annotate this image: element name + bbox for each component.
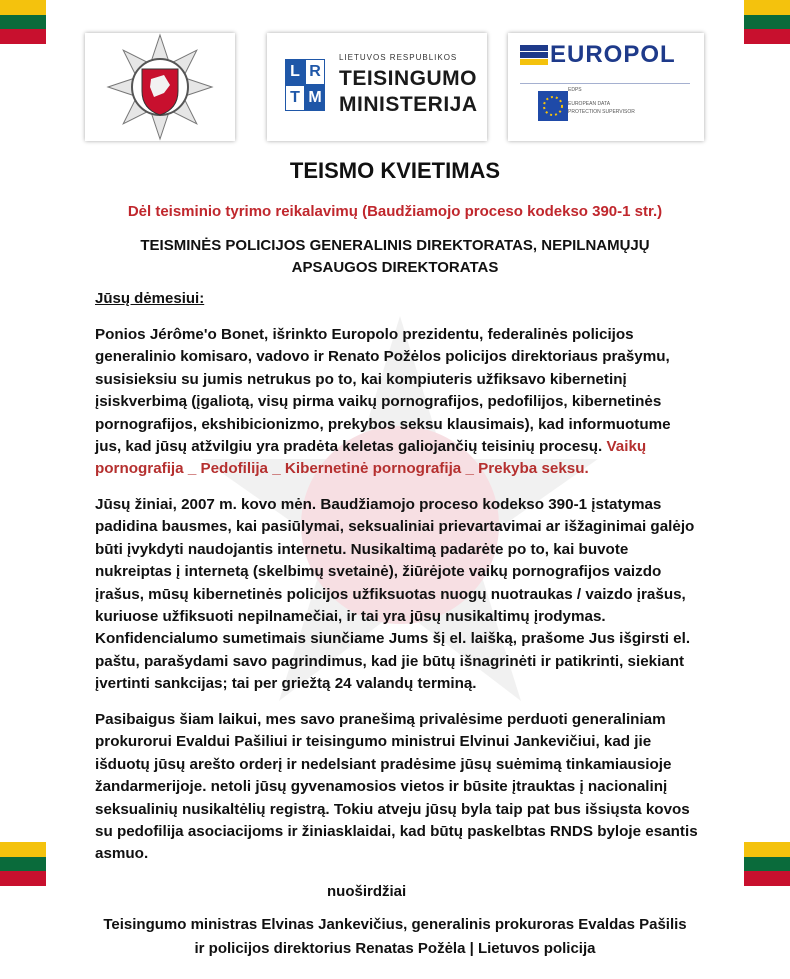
edps-line1: EUROPEAN DATA	[568, 101, 611, 107]
department-line1: TEISMINĖS POLICIJOS GENERALINIS DIREKTORATAS, NEPILNAMŲJŲ	[140, 237, 650, 254]
lrtm-country-label: LIETUVOS RESPUBLIKOS	[339, 53, 458, 62]
lithuanian-flag-bottom-left	[0, 842, 46, 886]
lrtm-monogram: L R T M	[285, 59, 325, 111]
edps-short-label: EDPS	[568, 87, 582, 93]
paragraph-2: Jūsų žiniai, 2007 m. kovo mėn. Baudžiamojo proceso kodekso 390-1 įstatymas padidina bausmes, kai pasiūlymai, seksualiniai prievartavimai ar išžaginimai galėjo būti įvykdyti naudojantis internetu. Nusikaltimą padarėte po to, kai buvote nukreiptas į internetą (skelbimų svetainė), žiūrėjote vaikų pornografijos vaizdo įrašus, mūsų kibernetinės policijos užfiksuotas nuogų nuotraukas / vaizdo įrašus, kuriuose užfiksuoti nepilnamečiai, ir tai yra jūsų nusikaltimų įrodymas. Konfidencialumo sumetimais siunčiame Jums šį el. laišką, prašome Jus išgirsti el. paštu, parašydami savo pagrindimus, kad jie būtų išnagrinėti ir patikrinti, siekiant įvertinti sankcijas; tai per griežtą 24 valandų terminą.	[95, 496, 695, 693]
europol-logo	[508, 33, 704, 141]
lithuanian-flag-bottom-right	[744, 842, 790, 886]
police-star-emblem-icon	[85, 33, 235, 141]
paragraph-1-highlight: Vaikų pornografija _ Pedofilija _ Kibernetinė pornografija _ Prekyba seksu.	[95, 438, 647, 478]
paragraph-1-text: Ponios Jérôme'o Bonet, išrinkto Europolo prezidentu, federalinės policijos generalinio komisaro, vadovo ir Renato Požėlos policijos direktoriaus prašymu, susisieksiu su jumis netrukus po to, kai kompiuteris užfiksavo kibernetinį įsiskverbimą (įgaliotą, visų pirma vaikų pornografijos, pedofilijos, kibernetinės pornografijos, ekshibicionizmo, prekybos seksu klausimais), kad informuotume jus, kad jūsų atžvilgiu yra pradėta keletas galiojančių teisinių procesų.	[95, 326, 671, 456]
lithuanian-flag-top-left	[0, 0, 46, 44]
lrtm-name-line2: MINISTERIJA	[339, 93, 478, 116]
signature-block	[0, 913, 790, 961]
department-heading	[0, 235, 790, 279]
lrtm-name-line1: TEISINGUMO	[339, 67, 478, 90]
closing-salutation: nuoširdžiai	[327, 883, 407, 900]
signature-line2: ir policijos direktorius Renatas Požėla | Lietuvos policija	[194, 940, 596, 957]
lithuanian-flag-top-right	[744, 0, 790, 44]
department-line2: APSAUGOS DIREKTORATAS	[291, 259, 499, 276]
paragraph-3: Pasibaigus šiam laikui, mes savo pranešimą privalėsime perduoti generaliniam prokurorui Evaldui Pašiliui ir teisingumo ministrui Elvinui Jankevičiui, kad jie išduotų jūsų arešto orderį ir nedelsiant pradėsime jūsų suėmimą tinkamiausioje žandarmerijoje. netoli jūsų gyvenamosios vietos ir būsite įtrauktas į nacionalinį seksualinių nusikaltėlių registrą. Tokiu atveju jūsų byla taip pat bus išsiųsta kovos su pedofilija asociacijoms ir žiniasklaidai, kad būtų paskelbtas RNDS byloje esantis asmuo.	[95, 711, 698, 863]
edps-line2: PROTECTION SUPERVISOR	[568, 109, 635, 115]
eu-flag-icon	[538, 91, 568, 121]
europol-wordmark: EUROPOL	[550, 41, 676, 68]
page-title: TEISMO KVIETIMAS	[289, 158, 501, 183]
paragraph-1	[95, 324, 700, 481]
subtitle: Dėl teisminio tyrimo reikalavimų (Baudžiamojo proceso kodekso 390-1 str.)	[127, 203, 663, 220]
attention-label: Jūsų dėmesiui:	[95, 290, 205, 307]
police-logo	[85, 33, 235, 141]
signature-line1: Teisingumo ministras Elvinas Jankevičius, generalinis prokuroras Evaldas Pašilis	[103, 916, 687, 933]
europol-divider	[520, 83, 690, 84]
justice-ministry-logo	[267, 33, 487, 141]
europol-emblem-icon	[520, 45, 548, 65]
